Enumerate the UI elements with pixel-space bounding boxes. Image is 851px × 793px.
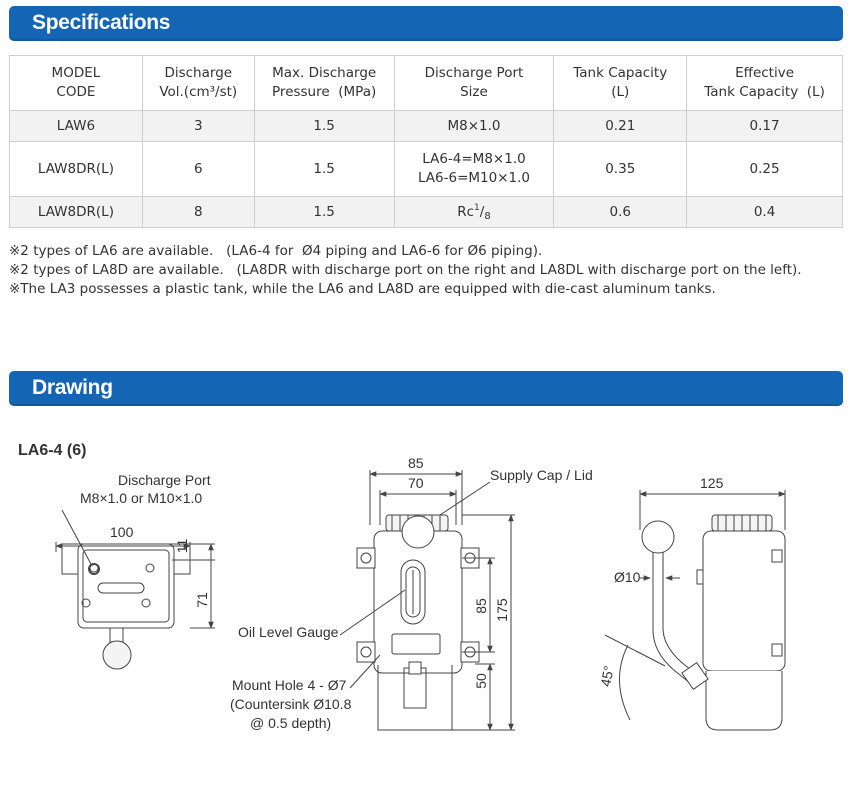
table-row <box>10 111 843 142</box>
header-discharge-vol: Discharge Vol.(cm³/st) <box>142 56 254 111</box>
cell-pressure: 1.5 <box>254 111 394 142</box>
table-header-row <box>10 56 843 111</box>
discharge-port-spec: M8×1.0 or M10×1.0 <box>80 490 203 506</box>
cell-vol: 8 <box>142 197 254 228</box>
dim-125: 125 <box>700 475 724 491</box>
cell-tank: 0.21 <box>554 111 687 142</box>
specifications-title: Specifications <box>32 11 171 34</box>
dim-100: 100 <box>110 524 134 540</box>
side-view <box>605 490 785 730</box>
table-row <box>10 197 843 228</box>
supply-cap-label: Supply Cap / Lid <box>490 467 593 483</box>
specifications-header <box>9 6 843 41</box>
header-port-size: Discharge Port Size <box>394 56 554 111</box>
dim-11: 11 <box>174 538 190 554</box>
cell-port: LA6-4=M8×1.0 LA6-6=M10×1.0 <box>394 142 554 197</box>
cell-model: LAW8DR(L) <box>10 142 143 197</box>
header-max-pressure: Max. Discharge Pressure (MPa) <box>254 56 394 111</box>
note-la3: ※The LA3 possesses a plastic tank, while the LA6 and LA8D are equipped with die-cast aluminum tanks. <box>9 281 716 297</box>
header-model-code: MODEL CODE <box>10 56 143 111</box>
model-label: LA6-4 (6) <box>18 442 87 459</box>
oil-level-label: Oil Level Gauge <box>238 624 339 640</box>
dim-71: 71 <box>194 592 210 608</box>
cell-effective: 0.4 <box>687 197 843 228</box>
note-la6: ※2 types of LA6 are available. (LA6-4 for Ø4 piping and LA6-6 for Ø6 piping). <box>9 243 543 259</box>
notes <box>9 242 802 299</box>
cell-model: LAW6 <box>10 111 143 142</box>
mount-hole-line2: (Countersink Ø10.8 <box>230 696 352 712</box>
note-la8d: ※2 types of LA8D are available. (LA8DR with discharge port on the right and LA8DL with discharge port on the left). <box>9 262 802 278</box>
specifications-table <box>9 55 843 228</box>
drawing-title: Drawing <box>32 376 113 399</box>
mount-hole-line1: Mount Hole 4 - Ø7 <box>232 677 347 693</box>
cell-vol: 3 <box>142 111 254 142</box>
technical-drawing <box>0 430 851 793</box>
dim-175: 175 <box>494 598 510 622</box>
dim-85-side: 85 <box>473 598 489 614</box>
table-row <box>10 142 843 197</box>
cell-port: M8×1.0 <box>394 111 554 142</box>
cell-tank: 0.6 <box>554 197 687 228</box>
dim-phi10: Ø10 <box>614 569 641 585</box>
dim-50: 50 <box>473 673 489 689</box>
cell-effective: 0.25 <box>687 142 843 197</box>
cell-model: LAW8DR(L) <box>10 197 143 228</box>
header-tank-capacity: Tank Capacity (L) <box>554 56 687 111</box>
header-effective-capacity: Effective Tank Capacity (L) <box>687 56 843 111</box>
cell-pressure: 1.5 <box>254 142 394 197</box>
mount-hole-line3: @ 0.5 depth) <box>250 715 332 731</box>
cell-effective: 0.17 <box>687 111 843 142</box>
dim-85-top: 85 <box>408 455 424 471</box>
cell-port: $Rc^1/_8$ <box>394 197 554 228</box>
dim-45: 45° <box>597 664 617 688</box>
cell-tank: 0.35 <box>554 142 687 197</box>
cell-pressure: 1.5 <box>254 197 394 228</box>
dim-70: 70 <box>408 475 424 491</box>
cell-vol: 6 <box>142 142 254 197</box>
drawing-header <box>9 371 843 406</box>
discharge-port-label: Discharge Port <box>118 472 211 488</box>
top-view <box>56 510 215 669</box>
